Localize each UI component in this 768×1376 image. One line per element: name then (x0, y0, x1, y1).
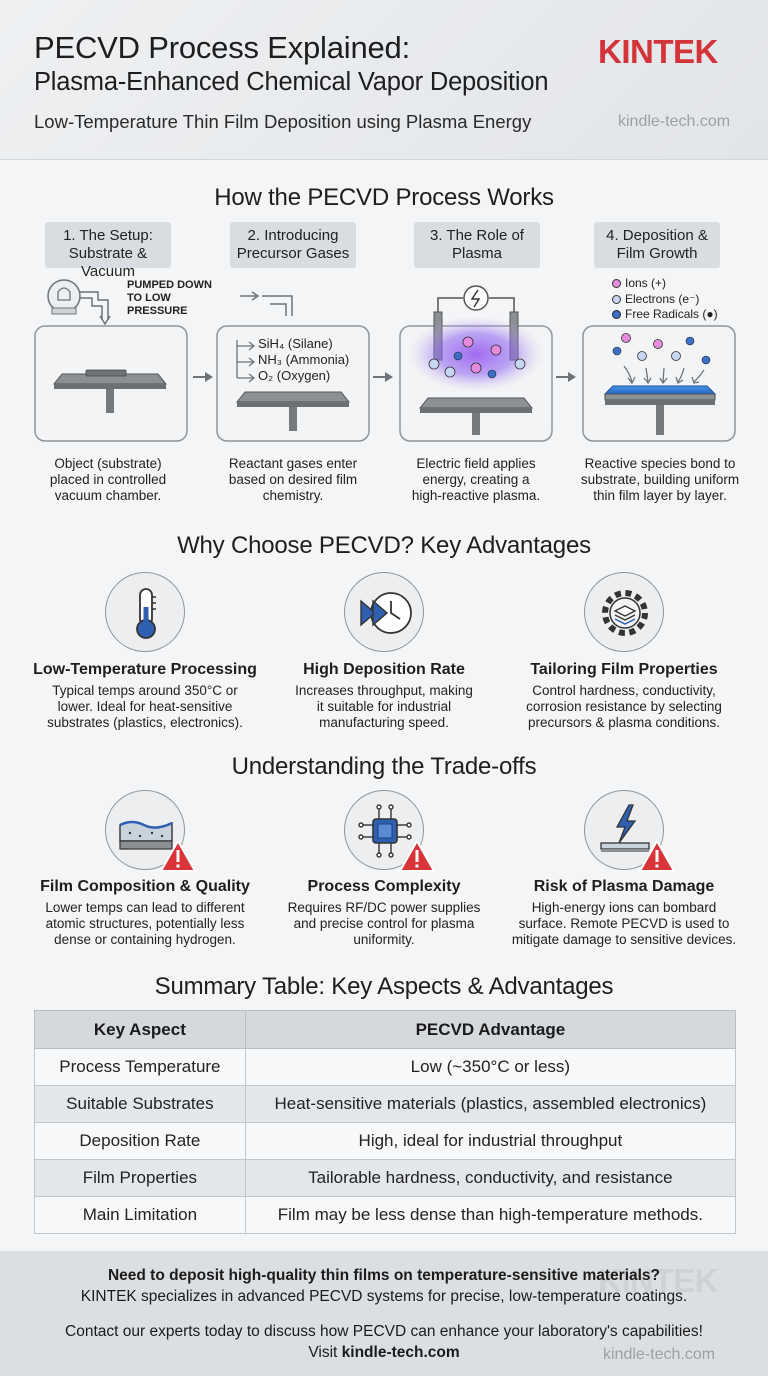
step-4-head-line1: 4. Deposition & (606, 227, 708, 244)
advantage-desc-line: it suitable for industrial (316, 699, 452, 714)
summary-title: Summary Table: Key Aspects & Advantages (154, 973, 614, 1000)
advantage-desc-line: substrates (plastics, electronics). (47, 715, 243, 730)
advantage-3-title: Tailoring Film Properties (530, 661, 718, 678)
step-2-desc (213, 456, 373, 504)
table-row (35, 1197, 736, 1234)
advantage-1-title: Low-Temperature Processing (33, 661, 257, 678)
gas-ammonia: NH₃ (Ammonia) (258, 352, 350, 367)
table-row (35, 1086, 736, 1123)
species-legend (612, 276, 718, 323)
step-3-head-line1: 3. The Role of (430, 227, 524, 244)
advantage-desc-line: precursors & plasma conditions. (527, 715, 721, 730)
vacuum-pump-icon (48, 280, 80, 312)
advantage-desc-line: Typical temps around 350°C or (52, 683, 238, 698)
step-3-diagram (400, 286, 576, 441)
step-4-diagram (583, 326, 735, 441)
tradeoff-3-desc (494, 900, 754, 948)
table-cell: Deposition Rate (35, 1123, 246, 1160)
table-cell: Film may be less dense than high-temperature methods. (245, 1197, 735, 1234)
footer-cta: Contact our experts today to discuss how PECVD can enhance your laboratory's capabilities! (65, 1323, 703, 1340)
step-2-head-line2: Precursor Gases (236, 245, 350, 262)
gas-silane: SiH₄ (Silane) (258, 336, 333, 351)
visit-link[interactable]: kindle-tech.com (341, 1344, 460, 1361)
step-1-header (45, 222, 171, 280)
gear-layers-icon (584, 572, 664, 652)
column-header: PECVD Advantage (245, 1011, 735, 1049)
pump-label (127, 279, 212, 318)
tradeoff-1-desc (20, 900, 270, 948)
pump-label-line2: TO LOW (127, 292, 171, 304)
step-2-desc-line: Reactant gases enter (228, 456, 358, 471)
tradeoff-desc-line: surface. Remote PECVD is used to (518, 916, 730, 931)
step-1-desc (28, 456, 188, 504)
tradeoff-desc-line: uniformity. (353, 932, 415, 947)
table-row (35, 1160, 736, 1197)
pump-label-line1: PUMPED DOWN (127, 279, 212, 291)
step-3-desc-line: high-reactive plasma. (411, 488, 541, 503)
warning-icon (398, 839, 436, 878)
legend-ions (612, 276, 718, 292)
column-header: Key Aspect (35, 1011, 246, 1049)
step-1-desc-line: placed in controlled (49, 472, 167, 487)
step-4-desc (575, 456, 745, 504)
table-cell: Suitable Substrates (35, 1086, 246, 1123)
tradeoff-2-desc (259, 900, 509, 948)
warning-icon (638, 839, 676, 878)
table-cell: Process Temperature (35, 1049, 246, 1086)
step-4-desc-line: Reactive species bond to (584, 456, 736, 471)
advantages-title: Why Choose PECVD? Key Advantages (177, 532, 591, 559)
ion-dot-icon (612, 279, 621, 288)
step-4-desc-line: thin film layer by layer. (593, 488, 727, 503)
advantage-3-desc (499, 683, 749, 731)
step-4-desc-line: substrate, building uniform (580, 472, 740, 487)
page-subtitle: Low-Temperature Thin Film Deposition using Plasma Energy (34, 111, 532, 132)
radical-dot-icon (612, 310, 621, 319)
power-source-icon (464, 286, 488, 310)
step-3-desc-line: energy, creating a (422, 472, 530, 487)
table-row (35, 1049, 736, 1086)
table-cell: Heat-sensitive materials (plastics, assembled electronics) (245, 1086, 735, 1123)
advantage-2-desc (259, 683, 509, 731)
legend-electrons-label: Electrons (e⁻) (625, 291, 700, 306)
page-title-line2: Plasma-Enhanced Chemical Vapor Deposition (34, 68, 549, 96)
thermometer-icon (105, 572, 185, 652)
header-website[interactable]: kindle-tech.com (618, 113, 731, 130)
footer-description: KINTEK specializes in advanced PECVD systems for precise, low-temperature coatings. (80, 1288, 688, 1305)
step-4-header (594, 222, 720, 268)
tradeoff-desc-line: atomic structures, potentially less (45, 916, 245, 931)
step-1-desc-line: Object (substrate) (54, 456, 162, 471)
step-3-head-line2: Plasma (451, 245, 503, 262)
step-1-desc-line: vacuum chamber. (54, 488, 162, 503)
advantage-1-desc (20, 683, 270, 731)
legend-radicals-label: Free Radicals (●) (625, 307, 718, 321)
tradeoff-desc-line: Lower temps can lead to different (45, 900, 245, 915)
step-2-header (230, 222, 356, 268)
tradeoff-desc-line: dense or containing hydrogen. (54, 932, 236, 947)
advantage-desc-line: Increases throughput, making (295, 683, 473, 698)
warning-icon (159, 839, 197, 878)
footer-website[interactable]: kindle-tech.com (603, 1346, 716, 1363)
summary-table (34, 1010, 736, 1234)
visit-prefix: Visit (308, 1344, 342, 1361)
step-4-head-line2: Film Growth (616, 245, 698, 262)
advantage-2-title: High Deposition Rate (303, 661, 465, 678)
tradeoff-desc-line: and precise control for plasma (293, 916, 475, 931)
thin-film-layer (605, 386, 715, 394)
step-1-head-line1: 1. The Setup: (63, 227, 153, 244)
step-2-desc-line: based on desired film (228, 472, 358, 487)
step-1-head-line2: Substrate & Vacuum (68, 245, 148, 280)
legend-ions-label: Ions (+) (625, 276, 667, 290)
table-cell: Tailorable hardness, conductivity, and resistance (245, 1160, 735, 1197)
advantage-desc-line: Control hardness, conductivity, (532, 683, 716, 698)
tradeoff-desc-line: mitigate damage to sensitive devices. (511, 932, 737, 947)
step-3-desc (396, 456, 556, 504)
table-cell: High, ideal for industrial throughput (245, 1123, 735, 1160)
legend-electrons (612, 292, 718, 308)
tradeoff-3-title: Risk of Plasma Damage (533, 878, 715, 895)
tradeoffs-title: Understanding the Trade-offs (231, 753, 537, 780)
electron-dot-icon (612, 295, 621, 304)
advantage-desc-line: corrosion resistance by selecting (526, 699, 722, 714)
legend-radicals (612, 307, 718, 323)
footer-headline: Need to deposit high-quality thin films on temperature-sensitive materials? (107, 1267, 661, 1284)
kintek-logo: KINTEK (598, 33, 718, 70)
tradeoff-1-title: Film Composition & Quality (40, 878, 250, 895)
gas-oxygen: O₂ (Oxygen) (258, 368, 331, 383)
plasma-glow (408, 316, 544, 392)
table-cell: Film Properties (35, 1160, 246, 1197)
kintek-watermark: KINTEK (598, 1262, 718, 1299)
page-title: PECVD Process Explained: (34, 30, 410, 65)
tradeoff-2-title: Process Complexity (307, 878, 461, 895)
gas-list (258, 336, 349, 384)
advantage-desc-line: lower. Ideal for heat-sensitive (57, 699, 233, 714)
table-row (35, 1123, 736, 1160)
table-cell: Low (~350°C or less) (245, 1049, 735, 1086)
fast-forward-clock-icon (344, 572, 424, 652)
tradeoff-desc-line: High-energy ions can bombard (531, 900, 717, 915)
step-3-desc-line: Electric field applies (416, 456, 536, 471)
step-3-header (414, 222, 540, 268)
tradeoff-desc-line: Requires RF/DC power supplies (287, 900, 481, 915)
step-2-desc-line: chemistry. (262, 488, 324, 503)
table-header-row (35, 1011, 736, 1049)
table-cell: Main Limitation (35, 1197, 246, 1234)
advantage-desc-line: manufacturing speed. (319, 715, 449, 730)
pump-label-line3: PRESSURE (127, 305, 188, 317)
step-2-head-line1: 2. Introducing (247, 227, 339, 244)
process-title: How the PECVD Process Works (214, 184, 554, 211)
